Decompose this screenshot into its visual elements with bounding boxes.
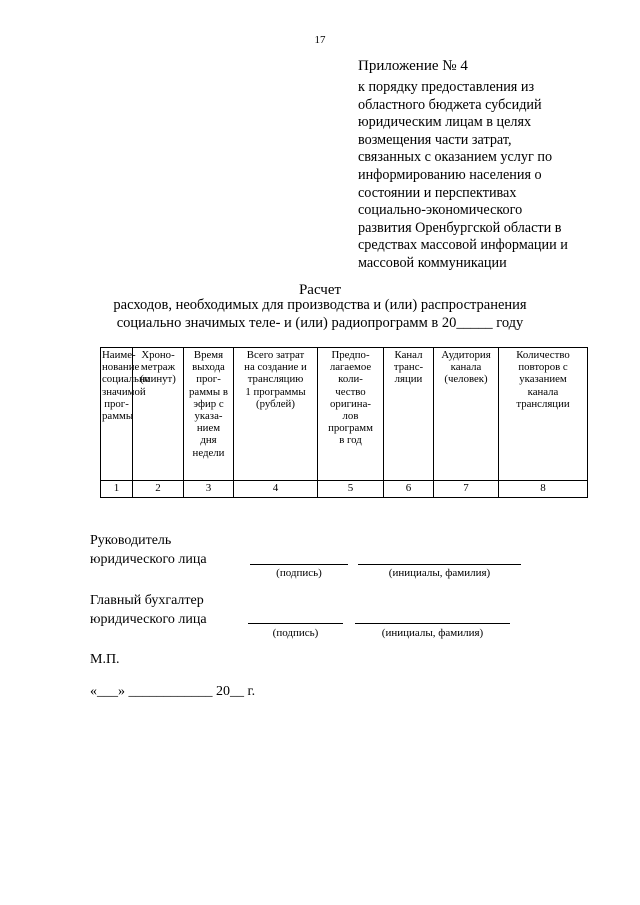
accountant-name-line[interactable] — [355, 623, 510, 624]
appendix-line: массовой коммуникации — [358, 254, 507, 271]
accountant-label: Главный бухгалтер юридического лица — [90, 593, 207, 627]
appendix-line: состоянии и перспективах — [358, 184, 517, 201]
accountant-name-caption: (инициалы, фамилия) — [381, 627, 484, 639]
appendix-line: возмещения части затрат, — [358, 131, 512, 148]
column-number: 4 — [234, 481, 318, 498]
appendix-line: областного бюджета субсидий — [358, 96, 542, 113]
head-name-caption: (инициалы, фамилия) — [388, 567, 491, 579]
head-label: Руководитель юридического лица — [90, 533, 207, 567]
column-number: 2 — [133, 481, 184, 498]
column-number: 8 — [499, 481, 588, 498]
appendix-line: информированию населения о — [358, 166, 542, 183]
appendix-line: средствах массовой информации и — [358, 237, 568, 254]
column-number: 1 — [101, 481, 133, 498]
table-number-row — [101, 481, 588, 498]
subtitle-line: расходов, необходимых для производства и (или) распространения — [113, 297, 527, 313]
column-number: 3 — [184, 481, 234, 498]
header-originals-count: Предпо- лагаемое коли- чество оригина- лов программ в год — [318, 348, 384, 481]
appendix-line: развития Оренбургской области в — [358, 219, 562, 236]
head-signature-caption: (подпись) — [276, 567, 322, 579]
column-number: 6 — [384, 481, 434, 498]
appendix-line: социально-экономического — [358, 202, 523, 219]
accountant-signature-line[interactable] — [248, 623, 343, 624]
appendix-title: Приложение № 4 — [358, 58, 468, 74]
appendix-description — [358, 79, 608, 273]
appendix-line: к порядку предоставления из — [358, 79, 535, 95]
header-repeats: Количество повторов с указанием канала трансляции — [499, 348, 588, 481]
accountant-signature-caption: (подпись) — [272, 627, 319, 639]
subtitle-line: социально значимых теле- и (или) радиопрограмм в 20_____ году — [116, 314, 524, 331]
document-title: Расчет — [298, 282, 342, 298]
date-line: «___» ____________ 20__ г. — [90, 684, 256, 699]
head-signature-line[interactable] — [250, 564, 348, 565]
head-name-line[interactable] — [358, 564, 521, 565]
table-header-row — [101, 348, 588, 481]
header-duration: Хроно- метраж (минут) — [133, 348, 184, 481]
header-program-name: Наиме- нование социально значимой прог- раммы — [101, 348, 133, 481]
calculation-table — [100, 347, 588, 498]
appendix-line: юридическим лицам в целях — [358, 114, 532, 131]
column-number: 5 — [318, 481, 384, 498]
page-number: 17 — [314, 34, 326, 46]
appendix-line: связанных с оказанием услуг по — [358, 149, 553, 166]
document-subtitle — [60, 297, 580, 332]
header-channel: Канал транс- ляции — [384, 348, 434, 481]
stamp-placeholder: М.П. — [90, 652, 120, 667]
column-number: 7 — [434, 481, 499, 498]
header-audience: Аудитория канала (человек) — [434, 348, 499, 481]
header-airtime: Время выхода прог- раммы в эфир с указа- нием дня недели — [184, 348, 234, 481]
header-total-costs: Всего затрат на создание и трансляцию 1 программы (рублей) — [234, 348, 318, 481]
